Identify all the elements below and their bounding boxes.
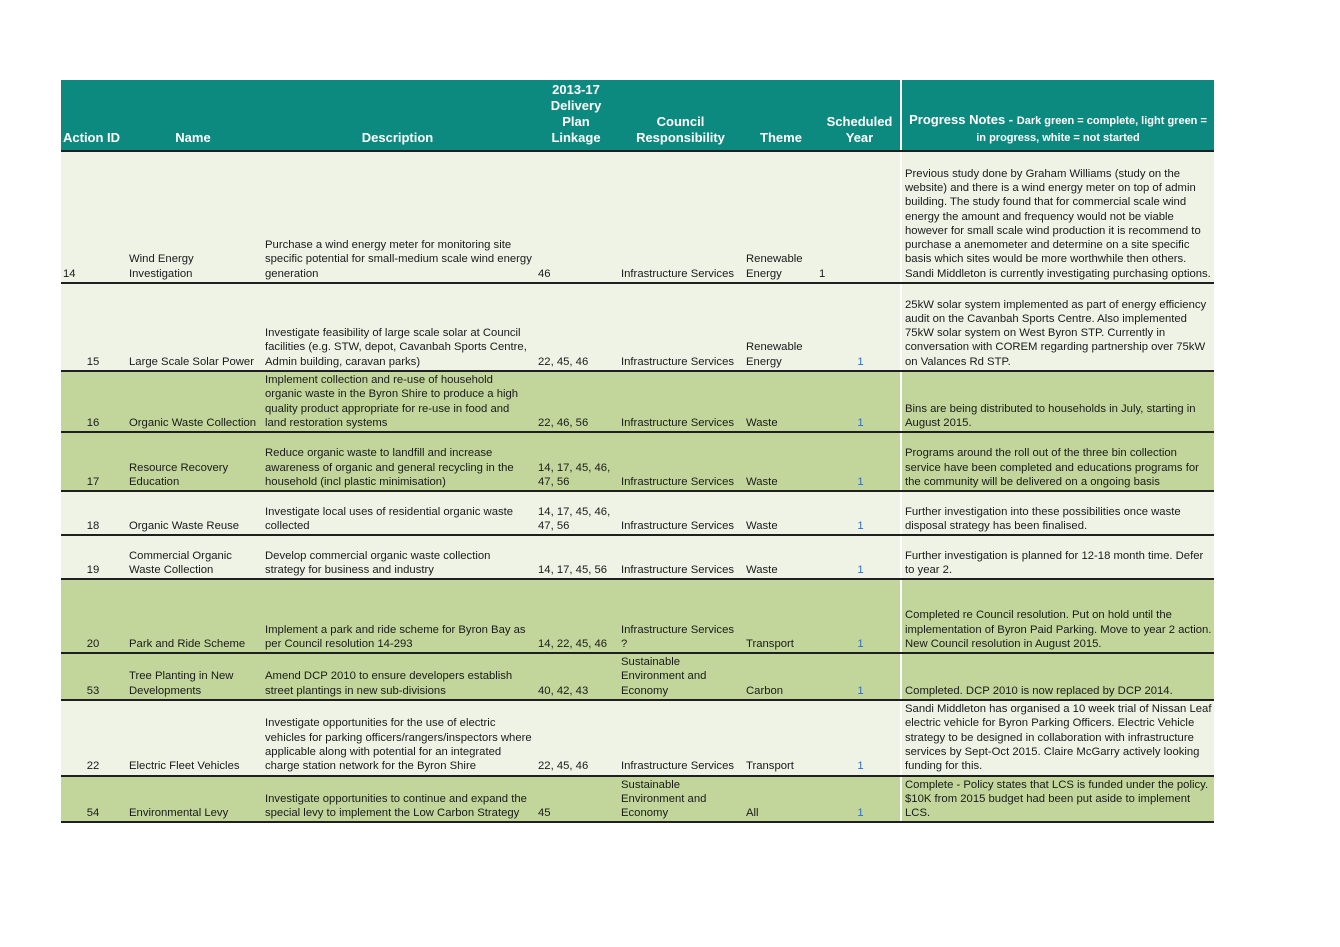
cell-plan-linkage: 22, 45, 46 [534, 700, 618, 775]
cell-progress-notes: Previous study done by Graham Williams (study on the website) and there is a wind energy meter on top of admin building. The study found that for commercial scale wind energy the amount and frequency would not be viable however for small scale wind production it is recommend to purchase a anemometer and determine on a site specific basis which sites would be more worthwhile then others. Sandi Middleton is currently investigating purchasing options. [901, 151, 1214, 283]
cell-description: Investigate feasibility of large scale solar at Council facilities (e.g. STW, depot, Cavanbah Sports Centre, Admin building, caravan parks) [261, 283, 534, 371]
cell-description: Investigate opportunities for the use of electric vehicles for parking officers/rangers/inspectors where applicable along with potential for an integrated charge station network for the Byron Shire [261, 700, 534, 775]
header-plan-line: 2013-17 [552, 82, 600, 97]
cell-progress-notes: Programs around the roll out of the three bin collection service have been completed and educations programs for the community will be delivered on a ongoing basis [901, 432, 1214, 491]
header-name: Name [125, 80, 261, 151]
cell-progress-notes: Sandi Middleton has organised a 10 week trial of Nissan Leaf electric vehicle for Byron Parking Officers. Electric Vehicle strategy to be designed in collaboration with infrastructure services by Sept-Oct 2015. Claire McGarry actively looking funding for this. [901, 700, 1214, 775]
cell-name: Electric Fleet Vehicles [125, 700, 261, 775]
header-responsibility [618, 80, 743, 151]
cell-action-id: 14 [61, 151, 125, 283]
cell-action-id: 17 [61, 432, 125, 491]
cell-progress-notes: Further investigation is planned for 12-18 month time. Defer to year 2. [901, 535, 1214, 579]
table-row [61, 491, 1214, 535]
cell-name: Commercial Organic Waste Collection [125, 535, 261, 579]
cell-theme: Carbon [743, 653, 819, 700]
table-row [61, 776, 1214, 823]
cell-scheduled-year: 1 [819, 491, 901, 535]
cell-description: Reduce organic waste to landfill and increase awareness of organic and general recycling in the household (incl plastic minimisation) [261, 432, 534, 491]
cell-theme: Waste [743, 535, 819, 579]
cell-responsibility: Sustainable Environment and Economy [618, 776, 743, 823]
cell-name: Environmental Levy [125, 776, 261, 823]
table-row [61, 283, 1214, 371]
header-responsibility-line: Responsibility [636, 130, 725, 145]
header-responsibility-line: Council [656, 114, 705, 129]
cell-scheduled-year: 1 [819, 283, 901, 371]
cell-scheduled-year: 1 [819, 151, 901, 283]
header-scheduled-year [819, 80, 901, 151]
header-plan-line: Delivery [550, 98, 602, 113]
cell-plan-linkage: 22, 46, 56 [534, 371, 618, 432]
cell-plan-linkage: 46 [534, 151, 618, 283]
header-action-id: Action ID [61, 80, 125, 151]
cell-progress-notes: Completed. DCP 2010 is now replaced by DCP 2014. [901, 653, 1214, 700]
table-header [61, 80, 1214, 151]
cell-action-id: 15 [61, 283, 125, 371]
header-row [61, 80, 1214, 151]
header-description: Description [261, 80, 534, 151]
cell-name: Organic Waste Collection [125, 371, 261, 432]
cell-scheduled-year: 1 [819, 535, 901, 579]
table-row [61, 579, 1214, 653]
cell-scheduled-year: 1 [819, 579, 901, 653]
cell-scheduled-year: 1 [819, 776, 901, 823]
cell-progress-notes: 25kW solar system implemented as part of energy efficiency audit on the Cavanbah Sports Centre. Also implemented 75kW solar system on West Byron STP. Currently in conversation with COREM regarding partnership over 75kW on Valances Rd STP. [901, 283, 1214, 371]
cell-responsibility: Infrastructure Services [618, 432, 743, 491]
cell-plan-linkage: 14, 17, 45, 46, 47, 56 [534, 432, 618, 491]
cell-theme: Transport [743, 579, 819, 653]
cell-action-id: 19 [61, 535, 125, 579]
cell-action-id: 53 [61, 653, 125, 700]
cell-plan-linkage: 40, 42, 43 [534, 653, 618, 700]
header-plan-line: Linkage [551, 130, 601, 145]
cell-description: Amend DCP 2010 to ensure developers establish street plantings in new sub-divisions [261, 653, 534, 700]
action-plan-table [61, 80, 1214, 823]
cell-theme: Transport [743, 700, 819, 775]
cell-name: Organic Waste Reuse [125, 491, 261, 535]
header-year-line: Scheduled [826, 114, 893, 129]
table-row [61, 371, 1214, 432]
header-plan-linkage [534, 80, 618, 151]
cell-progress-notes: Complete - Policy states that LCS is funded under the policy. $10K from 2015 budget had been put aside to implement LCS. [901, 776, 1214, 823]
table-row [61, 151, 1214, 283]
cell-plan-linkage: 14, 17, 45, 46, 47, 56 [534, 491, 618, 535]
header-progress-notes [901, 80, 1214, 151]
header-notes-title: Progress Notes - [909, 112, 1017, 127]
cell-description: Investigate local uses of residential organic waste collected [261, 491, 534, 535]
cell-scheduled-year: 1 [819, 700, 901, 775]
cell-action-id: 16 [61, 371, 125, 432]
cell-progress-notes: Further investigation into these possibilities once waste disposal strategy has been finalised. [901, 491, 1214, 535]
cell-action-id: 20 [61, 579, 125, 653]
table-row [61, 535, 1214, 579]
cell-plan-linkage: 22, 45, 46 [534, 283, 618, 371]
table-row [61, 653, 1214, 700]
cell-plan-linkage: 14, 22, 45, 46 [534, 579, 618, 653]
header-notes-legend: Dark green = complete, light green = in progress, white = not started [976, 115, 1207, 144]
cell-responsibility: Infrastructure Services [618, 283, 743, 371]
cell-theme: Renewable Energy [743, 283, 819, 371]
cell-action-id: 22 [61, 700, 125, 775]
cell-name: Park and Ride Scheme [125, 579, 261, 653]
header-theme: Theme [743, 80, 819, 151]
cell-description: Implement a park and ride scheme for Byron Bay as per Council resolution 14-293 [261, 579, 534, 653]
table-row [61, 432, 1214, 491]
cell-action-id: 18 [61, 491, 125, 535]
cell-description: Implement collection and re-use of household organic waste in the Byron Shire to produce a high quality product appropriate for re-use in food and land restoration systems [261, 371, 534, 432]
cell-plan-linkage: 45 [534, 776, 618, 823]
header-plan-line: Plan [562, 114, 590, 129]
cell-responsibility: Infrastructure Services [618, 700, 743, 775]
cell-progress-notes: Completed re Council resolution. Put on hold until the implementation of Byron Paid Parking. Move to year 2 action. New Council resolution in August 2015. [901, 579, 1214, 653]
cell-responsibility: Infrastructure Services [618, 371, 743, 432]
header-year-line: Year [845, 130, 874, 145]
table-body [61, 151, 1214, 822]
cell-name: Large Scale Solar Power [125, 283, 261, 371]
cell-responsibility: Infrastructure Services ? [618, 579, 743, 653]
cell-scheduled-year: 1 [819, 371, 901, 432]
cell-theme: Renewable Energy [743, 151, 819, 283]
cell-name: Resource Recovery Education [125, 432, 261, 491]
cell-action-id: 54 [61, 776, 125, 823]
cell-theme: Waste [743, 432, 819, 491]
cell-responsibility: Infrastructure Services [618, 491, 743, 535]
cell-scheduled-year: 1 [819, 432, 901, 491]
cell-description: Purchase a wind energy meter for monitoring site specific potential for small-medium scale wind energy generation [261, 151, 534, 283]
cell-responsibility: Sustainable Environment and Economy [618, 653, 743, 700]
cell-progress-notes: Bins are being distributed to households in July, starting in August 2015. [901, 371, 1214, 432]
cell-name: Tree Planting in New Developments [125, 653, 261, 700]
cell-scheduled-year: 1 [819, 653, 901, 700]
cell-theme: Waste [743, 491, 819, 535]
cell-responsibility: Infrastructure Services [618, 535, 743, 579]
cell-responsibility: Infrastructure Services [618, 151, 743, 283]
cell-theme: Waste [743, 371, 819, 432]
cell-name: Wind Energy Investigation [125, 151, 261, 283]
table-row [61, 700, 1214, 775]
cell-plan-linkage: 14, 17, 45, 56 [534, 535, 618, 579]
cell-theme: All [743, 776, 819, 823]
cell-description: Investigate opportunities to continue and expand the special levy to implement the Low Carbon Strategy [261, 776, 534, 823]
cell-description: Develop commercial organic waste collection strategy for business and industry [261, 535, 534, 579]
